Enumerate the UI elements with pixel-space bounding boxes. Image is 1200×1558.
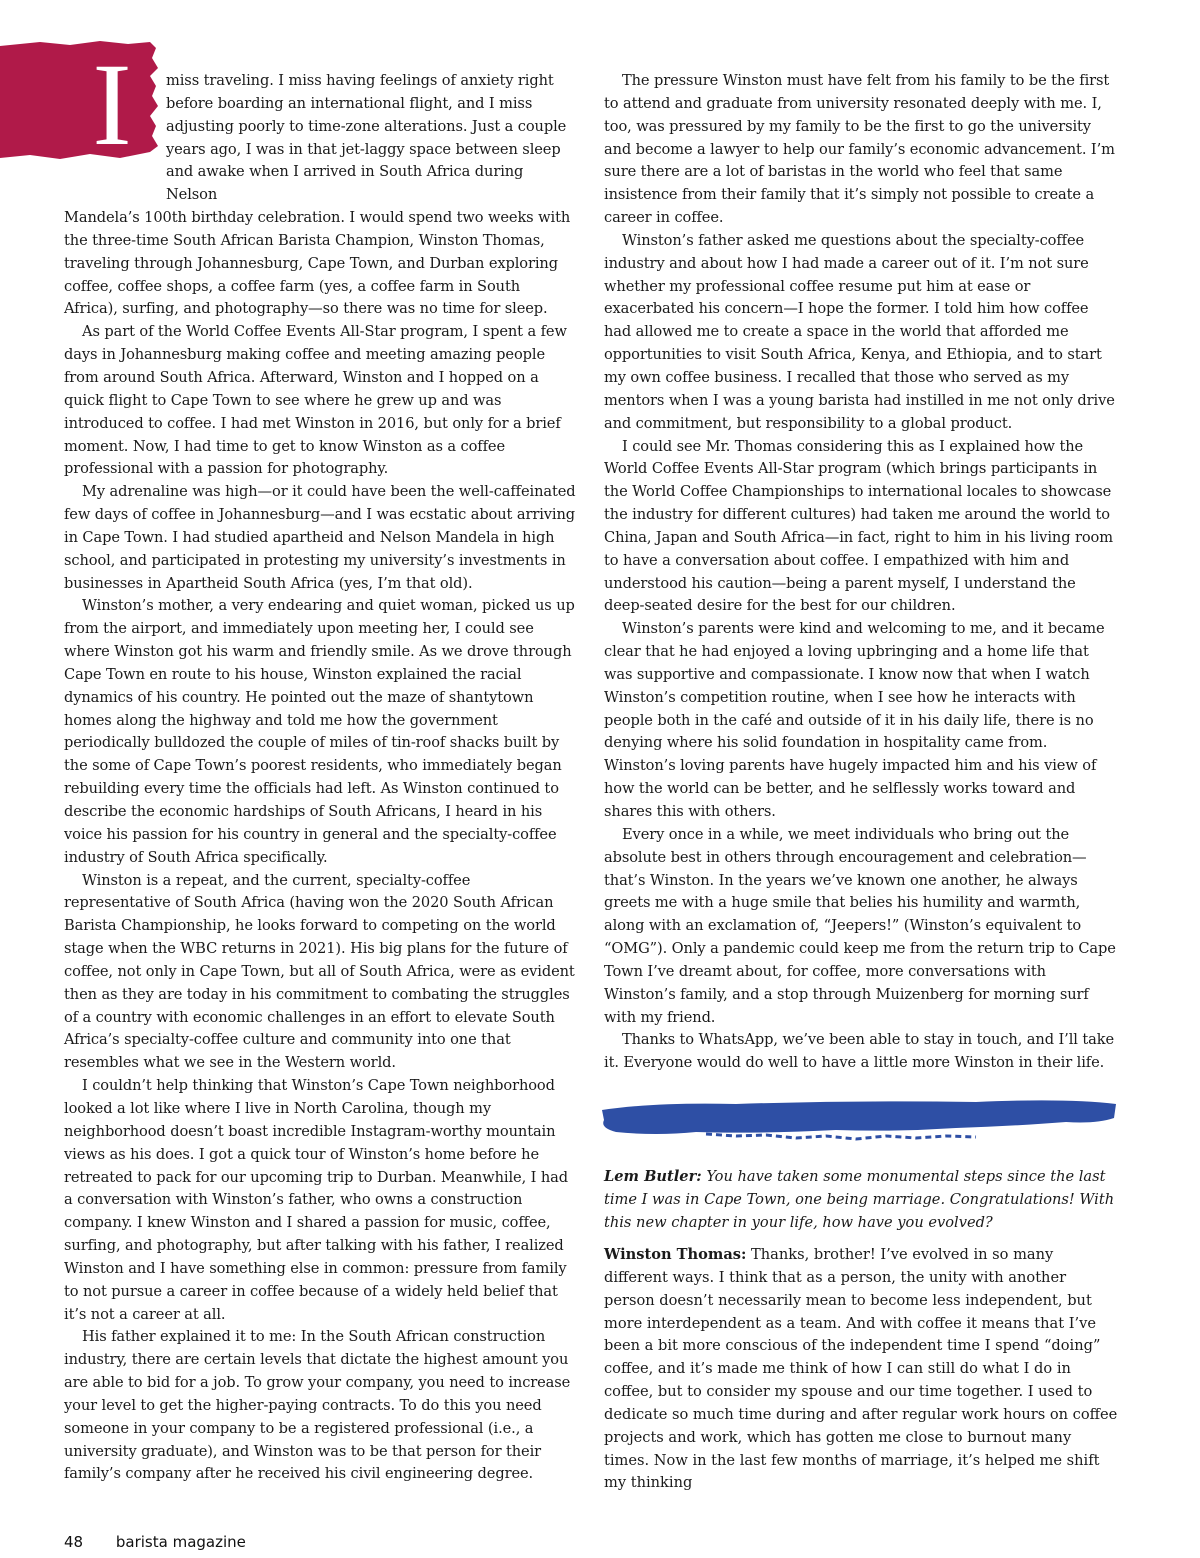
paragraph: His father explained it to me: In the South African construction industry, there are certain levels that dictate the highest amount you are able to bid for a job. To grow your company, you need to increase your level to get the higher-paying contracts. To do this you need someone in your company to be a registered professional (i.e., a university graduate), and Winston was to be that person for their family’s company after he received his civil engineering degree. bbox=[64, 1328, 571, 1483]
paragraph: My adrenaline was high—or it could have been the well-caffeinated few days of coffee in Johannesburg—and I was ecstatic about arriving in Cape Town. I had studied apartheid and Nelson Mandela in high school, and participated in protesting my university’s investments in businesses in Apartheid South Africa (yes, I’m that old). bbox=[64, 483, 576, 592]
paragraph: Every once in a while, we meet individuals who bring out the absolute best in others through encouragement and celebration—that’s Winston. In the years we’ve known one another, he always greets me with a huge smile that belies his humility and warmth, along with an exclamation of, “Jeepers!” (Winston’s equivalent to “OMG”). Only a pandemic could keep me from the return trip to Cape Town I’ve dreamt about, for coffee, more conversations with Winston’s family, and a stop through Muizenberg for morning surf with my friend. bbox=[604, 825, 1116, 1026]
paragraph: Mandela’s 100th birthday celebration. I would spend two weeks with the three-time South African Barista Champion, Winston Thomas, traveling through Johannesburg, Cape Town, and Durban exploring coffee, coffee shops, a coffee farm (yes, a coffee farm in South Africa), surfing, and photography—so there was no time for sleep. bbox=[64, 209, 571, 318]
answer-text: Thanks, brother! I’ve evolved in so many different ways. I think that as a person, the unity with another person doesn’t necessarily mean to become less independent, but more interdependent as a team. And with coffee it means that I’ve been a bit more conscious of the independent time I spend “doing” coffee, and it’s made me think of how I can still do what I do in coffee, but to consider my spouse and our time together. I used to dedicate so much time during and after regular work hours on coffee projects and work, which has gotten me close to burnout many times. Now in the last few months of marriage, it’s helped me shift my thinking bbox=[604, 1246, 1118, 1492]
question-text: You have taken some monumental steps since the last time I was in Cape Town, one being marriage. Congratulations! With this new chapter in your life, how have you evolved? bbox=[604, 1168, 1115, 1231]
right-column bbox=[604, 70, 1118, 1075]
paragraph: Winston’s mother, a very endearing and quiet woman, picked us up from the airport, and immediately upon meeting her, I could see where Winston got his warm and friendly smile. As we drove through Cape Town en route to his house, Winston explained the racial dynamics of his country. He pointed out the maze of shantytown homes along the highway and told me how the government periodically bulldozed the couple of miles of tin-roof shacks built by the some of Cape Town’s poorest residents, who immediately began rebuilding every time the officials had left. As Winston continued to describe the economic hardships of South Africans, I heard in his voice his passion for his country in general and the specialty-coffee industry of South Africa specifically. bbox=[64, 597, 575, 866]
dropcap-line: adjusting poorly to time-zone alterations. Just a couple bbox=[166, 117, 567, 135]
page-footer bbox=[64, 1533, 246, 1551]
dropcap-line: miss traveling. I miss having feelings of anxiety right bbox=[166, 72, 554, 89]
left-column bbox=[64, 70, 578, 1486]
paragraph: I could see Mr. Thomas considering this as I explained how the World Coffee Events All-Star program (which brings participants in the World Coffee Championships to international locales to showcase the industry for different cultures) had taken me around the world to China, Japan and South Africa—in fact, right to him in his living room to have a conversation about coffee. I empathized with him and understood his caution—being a parent myself, I understand the deep-seated desire for the best for our children. bbox=[604, 437, 1113, 615]
paragraph: Winston’s father asked me questions about the specialty-coffee industry and about how I had made a career out of it. I’m not sure whether my professional coffee resume put him at ease or exacerbated his concern—I hope the former. I told him how coffee had allowed me to create a space in the world that afforded me opportunities to visit South Africa, Kenya, and Ethiopia, and to start my own coffee business. I recalled that those who served as my mentors when I was a young barista had instilled in me not only drive and commitment, but responsibility to a global product. bbox=[604, 231, 1115, 432]
publication-name: barista magazine bbox=[115, 1533, 246, 1551]
dropcap-line: before boarding an international flight, and I miss bbox=[166, 94, 533, 112]
answer-speaker: Winston Thomas: bbox=[604, 1246, 747, 1263]
page-number: 48 bbox=[64, 1533, 84, 1551]
paragraph: Winston is a repeat, and the current, specialty-coffee representative of South Africa (having won the 2020 South African Barista Championship, he looks forward to competing on the world stage when the WBC returns in 2021). His big plans for the future of coffee, not only in Cape Town, but all of South Africa, were as evident then as they are today in his commitment to combating the struggles of a country with economic challenges in an effort to elevate South Africa’s specialty-coffee culture and community into one that resembles what we see in the Western world. bbox=[64, 871, 575, 1072]
paragraph: The pressure Winston must have felt from his family to be the first to attend and graduate from university resonated deeply with me. I, too, was pressured by my family to be the first to go the university and become a lawyer to help our family’s economic advancement. I’m sure there are a lot of baristas in the world who feel that same insistence from their family that it’s simply not possible to create a career in coffee. bbox=[604, 72, 1115, 227]
dropcap-line: and awake when I arrived in South Africa during Nelson bbox=[166, 163, 524, 204]
paragraph: Winston’s parents were kind and welcoming to me, and it became clear that he had enjoyed a loving upbringing and a home life that was supportive and compassionate. I know now that when I watch Winston’s competition routine, when I see how he interacts with people both in the café and outside of it in his daily life, there is no denying where his solid foundation in hospitality came from. Winston’s loving parents have hugely impacted him and his view of how the world can be better, and he selflessly works toward and shares this with others. bbox=[604, 620, 1105, 820]
brush-stroke-divider bbox=[596, 1092, 1120, 1146]
interview-question bbox=[604, 1166, 1118, 1235]
drop-cap: I bbox=[92, 39, 132, 170]
dropcap-line: years ago, I was in that jet-laggy space between sleep bbox=[166, 140, 561, 158]
paragraph: As part of the World Coffee Events All-Star program, I spent a few days in Johannesburg making coffee and meeting amazing people from around South Africa. Afterward, Winston and I hopped on a quick flight to Cape Town to see where he grew up and was introduced to coffee. I had met Winston in 2016, but only for a brief moment. Now, I had time to get to know Winston as a coffee professional with a passion for photography. bbox=[64, 323, 567, 478]
question-speaker: Lem Butler: bbox=[604, 1168, 702, 1185]
paragraph: I couldn’t help thinking that Winston’s Cape Town neighborhood looked a lot like where I live in North Carolina, though my neighborhood doesn’t boast incredible Instagram-worthy mountain views as his does. I got a quick tour of Winston’s home before he retreated to pack for our upcoming trip to Durban. Meanwhile, I had a conversation with Winston’s father, who owns a construction company. I knew Winston and I shared a passion for music, coffee, surfing, and photography, but after talking with his father, I realized Winston and I have something else in common: pressure from family to not pursue a career in coffee because of a widely held belief that it’s not a career at all. bbox=[64, 1077, 568, 1323]
interview-answer bbox=[604, 1244, 1118, 1495]
paragraph: Thanks to WhatsApp, we’ve been able to stay in touch, and I’ll take it. Everyone would do well to have a little more Winston in their life. bbox=[604, 1031, 1115, 1072]
